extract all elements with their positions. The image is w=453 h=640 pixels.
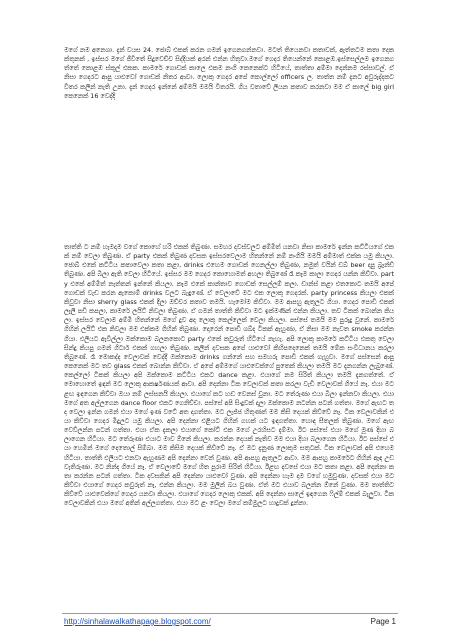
story-paragraph-main: තාත්ති ට නම් හැමදාම වගේ කොහේ හරි එකක් තිබුණා. සමහර දවස්වලට අම්මිත් යනවා නිසා කාමරේ ඉන්න කට්ටියගේ එකක් නම් වෙලා තිබුණා. ඒ party එකක් තිබුණ දවසක ඉස්සරවෙලාම හිතන්නේ නම් නංගියි මමයි අම්මාත් එක්ක යමු කියලා. ජොබ් එකේ කට්ටිය කතාවෙලා කතා කළා, drinks එහෙම ගොඩක් ගෙනල්ලා තිබුණා, නමුත් වයින් ඩබ් beer දාපු බ්‍රෑන්ඩ් තිබුණා. අපි බීලා ඇති වෙලා හිටියේ. ඉස්සර මම ගෙදර කොහොමත් අහලා තිබුණේ රෑ කෑම කාලා ගෙදර යන්න කිව්වා. party එකේ අම්මිත් නැත්තන් ඉන්නේ කියලා. කෑම එකේ කාන්තාව ගොඩක් සෙල්ලම් කලා. ඩාන්ස් කළා එතකොට තමයි අපේ ගොඩක් වැඩ කරන ඇකොම් drinks වලට බැඳුණේ. ඒ වෙලාවේ මට එක ලොකු ගෙදරක්. party princess කියලා එකක් කිවුවා නිසා sherry glass එකක් දීලා ඔච්චර කතාව තමයි. හැමෝම කිව්වා. මම ආපහු ඇතුලට ගියා. ගෙදර පොඩි එකක් ලෑලි පඩි කපලා, කාමරේ ලයිට් නිවලා තිබුණා. ඒ ගමන් තාත්ති කිව්වා මට ඉක්මණින් එන්න කියලා. තව ටිකක් බොන්න කියලා. ඉස්සර වෙලාම අම්මි හිතන්නේ මගේ දුව අද ලොකු කෙල්ලෙක් වෙලා කියලා. පස්සේ තමයි මම පුරුදු වුනේ. කාමරේ ගිහින් ලයිට් එක නිවලා මම එක්කම ගිහින් තිබුණා. දොරෙන් පොඩි ශබ්ද ටිකක් ඇහුණා, ඒ නිසා මම නැවත smoke කරන්න ගියා. එලියට ඇවිල්ලා ඔක්කොම බලනකොට party එකේ කවුරුත් හිටියේ නැහැ. අපි ලොකු කාමරේ කට්ටිය එකතු වෙලා සින්දු කියපු ගමන් ගිටාර් එකක් ගහලා තිබුණා. කලින් දවසක අපේ යාළුවෝ කිහිපදෙනෙක් තමයි මේක සංවිධානය කරලා තිබුණේ. රෑ මොකද්ද වෙලාවක් වෙද්දී ඔක්කොම drinks ගන්නේ සහ සමහරු පොඩි එකක් ගැහුවා. මගේ පස්සෙන් ආපු කෙනෙක් මට තව glass එකක් බොන්න කිව්වා. ඒ අපේ අම්මගේ යාළුවෙක්ගේ පුතෙක් කියලා තමයි මට දැනගන්න ලැබුණේ. කෙල්ලෝ ටිකක් කියලා අපි ඔක්කොම කට්ටිය එකට dance කළා. එයාගේ නම සිරිත් කියලා තමයි දැනගත්තේ. ඒ මොහොතේ ඉඳන් මට ලොකු ආකර්ෂණයක් ආවා. අපි දෙන්නා ටික වෙලාවක් කතා කරලා වැඩි වෙලාවක් ගියේ නෑ. එයා මට ළඟ ඉඳගෙන කිව්වා ඔයා නම් ලස්සනයි කියලා. එයාගේ කට හඬ වෙනස් වුනා. මට තේරුණා එයා බීලා ඉන්නවා කියලා. එයා මගේ අත අල්ලගෙන dance floor එකට ගෙනිච්චා. පස්සේ අපි සිංදුවක් දාලා ඔක්කොම නටන්න පටන් ගත්තා. මගේ ඇඟට තද වෙලා ඉන්න ගමන් එයා මගේ ඉණ වටේ අත දාගත්තා. මට ලැජ්ජ හිතුණත් මම කිසි දෙයක් කිව්වේ නෑ. ටික වෙලාවකින් එයා කිව්වා ගෙදර මිදුලට යමු කියලා. අපි දෙන්නා එළියට ගිහින් ගහක් යට ඉඳගත්තා. හොඳ සීතලක් තිබුණා. මගේ ඇඟ වෙව්ලන්න පටන් ගත්තා. එයා ඒක දැකලා එයාගේ කෝට් එක මගේ උරහිසට දැම්මා. ඊට පස්සේ එයා මගේ මූණ දිහා බලාගෙන හිටියා. මට තේරුණා එයාට මාව ඕනේ කියලා. කරන්න දෙයක් නැතිව මම එයා දිහා බලාගෙන හිටියා. ඊට පස්සේ එයා හෙමින් මගේ දෙතොල් සිම්බා. මම කිසිම දෙයක් කිව්වේ නෑ. ඒ මට දැනුණ ලොකුම සතුටක්. ටික වෙලාවක් අපි එහෙම හිටියා. තාත්ති එලියට එනවා ඇහුණම අපි දෙන්නා වෙන් වුණා. අපි ආපහු ඇතුලට ආවා. මම ආපහු කාමරේට ගිහින් ඇඳ උඩ වැතිරුණා. මට නින්ද ගියේ නෑ. ඒ වෙලාවේ මගේ හිත පුරාම සිරිත් හිටියා. ඊළඟ දවසේ එයා මට කතා කළා. අපි දෙන්නා කතා කරන්න පටන් ගත්තා. ටික දවසකින් අපි දෙන්නා යාළුවෝ වුණා. අපි දෙන්නා හැම දාම වගේ හමුවුණා. දවසක් එයා මට කිව්වා එයාගේ ගෙදර කවුරුත් නෑ, එන්න කියලා. මම මුලින් බය වුණා. ඒත් මට එයාව බලන්න ඕනේ වුණා. මම තාත්තිට කිව්වේ යාළුවෙක්ගේ ගෙදර යනවා කියලා. එයාගේ ගෙදර ලොකු එකක්. අපි දෙන්නා සාලේ ඉඳගෙන ෆිල්ම් එකක් බැලුවා. ටික වෙලාවකින් එයා මගේ අතින් අල්ලගත්තා. එයා මට ළං වෙලා මගේ කම්මුලට හාදුවක් දුන්නා. bbox=[64, 243, 394, 508]
story-paragraph-intro: මගේ නම අනෙශා. දැන් වයස 24. ජොබ් එකක් කරන ගමන් ඉගෙනගන්නවා. මටත් තියෙනවා කතාවක්, ඇත්තටම කතා දෙකක්තුනක් , ඉස්සර මගේ ජීවිතේ සිදුවෙච්ච සිද්දියක් අරන් එන්න හිතුවා.මගේ ගෙදර තියෙන්නේ කොළඹ.ඉස්සෙල්ලම ඉගෙනගත්තේ කොළඹ ස්කූල් එකක. කාමරේ ගොඩක් කාලෙ එකම නංගි කෙනෙක්ට හිටියේ, තාත්තා අම්මා දෙන්නම රස්සාවල්. ඒ නිසා ගෙදරට ආපු යාළුවෝ ගොඩක් නිතර ආවා. ලොකු ගෙදර අපේ කොල්ලෝ officers ල. තාත්ත නම් දැනට අවුරුද්දකට විතර කලින් නැති උනා. දැන් ගෙදර ඉන්නේ අම්මයි මමයි විතරයි. ගිය වතාවේ ලියන කතාව කරනවා මම ඒ කාලේ big girl කෙනෙක් 16 වෙද්දි bbox=[64, 46, 394, 100]
page-number: Page 1 bbox=[370, 617, 396, 626]
footer-blog-link[interactable]: http://sinhalawalkathapage.blogspot.com/ bbox=[64, 617, 211, 626]
footer-divider bbox=[62, 613, 398, 614]
